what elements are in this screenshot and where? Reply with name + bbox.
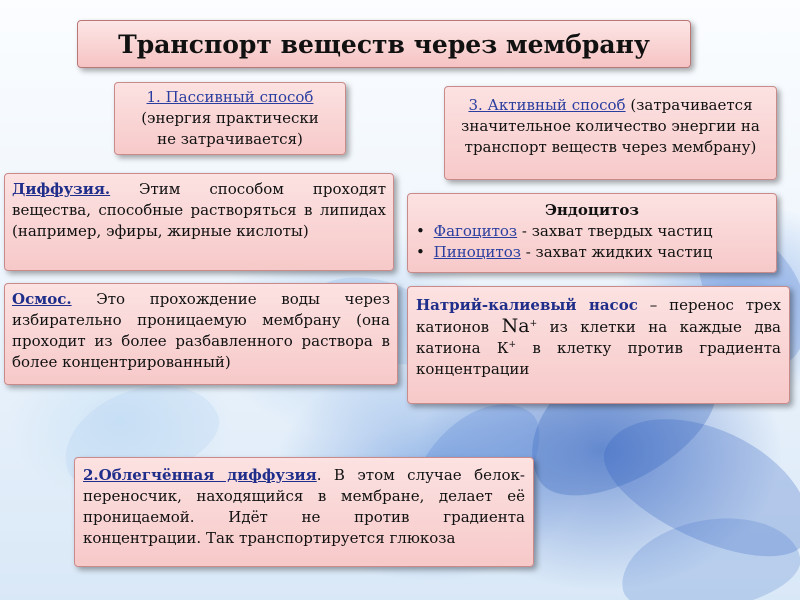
sodium-symbol: Na [501, 315, 530, 337]
pump-text: – перенос трех катионов [416, 296, 781, 336]
pinocytosis-link[interactable]: Пиноцитоз [433, 243, 521, 261]
active-method-heading[interactable]: 3. Активный способ [468, 96, 626, 114]
passive-method-line: (энергия практически [141, 109, 319, 127]
endocytosis-list [416, 221, 768, 263]
facilitated-diffusion-term[interactable]: 2.Облегчённая диффузия [83, 466, 317, 484]
phagocytosis-link[interactable]: Фагоцитоз [433, 222, 518, 240]
pump-term: Натрий-калиевый насос [416, 296, 638, 314]
title-box [77, 20, 691, 68]
charge-sign: + [508, 340, 517, 350]
list-item-text: - захват твердых частиц [521, 222, 713, 240]
sodium-potassium-pump-box [407, 286, 790, 404]
osmosis-text: Это прохождение воды через избирательно проницаемую мембрану (она проходит из более разбавленного раствора в более концентрированный) [12, 290, 390, 371]
passive-method-heading[interactable]: 1. Пассивный способ [146, 88, 314, 106]
pump-text: в клетку против градиента концентрации [416, 339, 781, 378]
diffusion-text: Этим способом проходят вещества, способные растворяться в липидах (например, эфиры, жирные кислоты) [12, 180, 386, 240]
passive-method-line: не затрачивается) [157, 130, 303, 148]
diffusion-box [4, 173, 394, 271]
pump-text: из клетки на каждые два катиона [416, 318, 781, 357]
list-item [416, 221, 768, 242]
potassium-symbol: К [496, 339, 509, 357]
charge-sign: + [529, 319, 538, 329]
endocytosis-box [407, 193, 777, 273]
facilitated-diffusion-box [74, 457, 534, 567]
facilitated-diffusion-text: . В этом случае белок-переносчик, находящийся в мембране, делает её проницаемой. Идёт не против градиента концентрации. Так транспортируется глюкоза [83, 466, 525, 547]
page-title: Транспорт веществ через мембрану [118, 29, 650, 59]
diffusion-term[interactable]: Диффузия. [12, 180, 111, 198]
osmosis-term[interactable]: Осмос. [12, 290, 72, 308]
endocytosis-heading: Эндоцитоз [545, 201, 639, 219]
active-method-box [444, 86, 777, 180]
list-item [416, 242, 768, 263]
osmosis-box [4, 283, 398, 385]
passive-method-box [114, 82, 346, 155]
list-item-text: - захват жидких частиц [525, 243, 713, 261]
active-method-description: (затрачивается значительное количество энергии на транспорт веществ через мембрану) [461, 96, 760, 156]
